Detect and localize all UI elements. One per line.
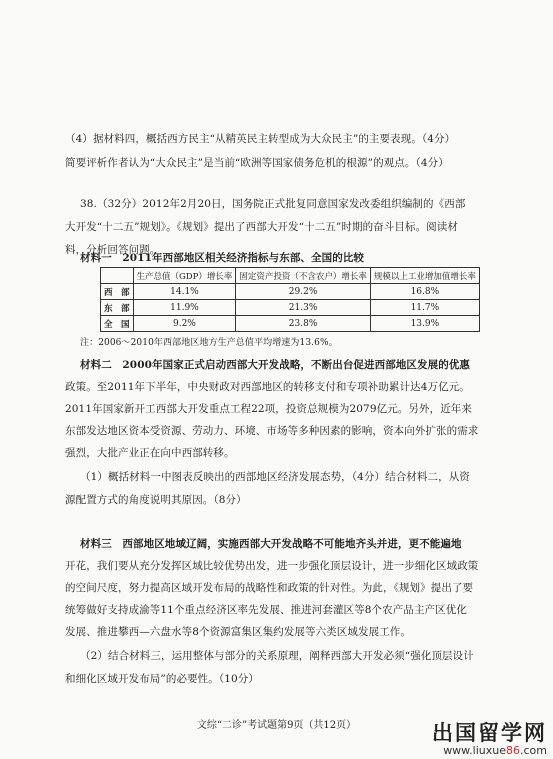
watermark-title: 出国留学网: [432, 721, 547, 745]
table-cell: 14.1%: [133, 284, 236, 300]
table-row: [101, 300, 480, 316]
table-cell: 9.2%: [133, 316, 236, 332]
material1-note: 注：2006～2010年西部地区地方生产总值平均增速为13.6%。: [80, 338, 338, 348]
table-header-row: [101, 268, 480, 284]
material1-caption-text: 材料一 2011年西部地区相关经济指标与东部、全国的比较: [80, 252, 365, 264]
q38-1-line-2: 源配置方式的角度说明其原因。（8分）: [65, 494, 247, 506]
table-cell: 11.7%: [370, 300, 479, 316]
material2-line-1: [80, 358, 470, 372]
table-cell: 11.9%: [133, 300, 236, 316]
site-watermark: [391, 722, 547, 757]
q4-line-2: 简要评析作者认为“大众民主”是当前“欧洲等国家债务危机的根源”的观点。（4分）: [65, 157, 449, 169]
table-row: [101, 316, 480, 332]
q38-2-line-2: 和细化区域开发布局”的必要性。（10分）: [65, 673, 259, 685]
material3-line-3: 的空间尺度，努力提高区域开发布局的战略性和政策的针对性。为此，《规划》提出了要: [65, 582, 474, 594]
table-row-label: 西 部: [101, 284, 134, 300]
table-cell: 29.2%: [236, 284, 371, 300]
table-header-cell: 固定资产投资（不含农户）增长率: [236, 268, 371, 284]
watermark-url-prefix: www.liuxue: [443, 744, 506, 757]
material3-text: 材料三 西部地区地域辽阔，实施西部大开发战略不可能地齐头并进，更不能遍地: [80, 538, 462, 550]
material1-table: [100, 267, 480, 332]
q38-1-line-1: （1）概括材料一中图表反映出的西部地区经济发展态势，（4分）结合材料二，从资: [80, 471, 470, 483]
q38-line-2: 大开发“十二五”规划》。《规划》提出了西部大开发“十二五”时期的奋斗目标。阅读材: [65, 221, 458, 233]
table-row-label: 东 部: [101, 300, 134, 316]
watermark-url-number: 86: [506, 744, 520, 757]
q4-line-1: （4）据材料四，概括西方民主“从精英民主转型成为大众民主”的主要表现。（4分）: [65, 133, 456, 145]
material2-line-4: 东部发达地区资本受资源、劳动力、环境、市场等多种因素的影响，资本向外扩张的需求: [65, 425, 479, 437]
table-header-cell: 生产总值（GDP）增长率: [133, 268, 236, 284]
q38-2-line-1: （2）结合材料三，运用整体与部分的关系原理，阐释西部大开发必须“强化顶层设计: [80, 650, 474, 662]
material3-line-2: 开花，我们要从充分发挥区域比较优势出发，进一步强化顶层设计，进一步细化区域政策: [65, 560, 479, 572]
table-cell: 16.8%: [370, 284, 479, 300]
q38-line-3: 料，分析回答问题。: [65, 244, 161, 256]
table-cell: 23.8%: [236, 316, 371, 332]
page-footer: 文综“二诊”考试题第9页（共12页）: [196, 720, 357, 731]
material3-line-1: [80, 537, 462, 551]
material2-line-3: 2011年国家新开工西部大开发重点工程22项，投资总规模为2079亿元。另外，近年来: [65, 403, 473, 415]
table-row-label: 全 国: [101, 316, 134, 332]
table-header-cell: 规模以上工业增加值增长率: [370, 268, 479, 284]
table-header-cell: [101, 268, 134, 284]
table-cell: 21.3%: [236, 300, 371, 316]
material3-line-5: 发展、推进攀西—六盘水等8个资源富集区集约发展等六类区域发展工作。: [65, 626, 411, 638]
table-row: [101, 284, 480, 300]
material2-line-5: 强烈，大批产业正在向中西部转移。: [65, 447, 235, 459]
material2-line-2: 政策。至2011年下半年，中央财政对西部地区的转移支付和专项补助累计达4万亿元。: [65, 381, 470, 393]
material1-caption: [80, 251, 364, 265]
table-cell: 13.9%: [370, 316, 479, 332]
material2-text: 材料二 2000年国家正式启动西部大开发战略，不断出台促进西部地区发展的优惠: [80, 359, 471, 371]
q38-line-1: 38.（32分）2012年2月20日，国务院正式批复同意国家发改委组织编制的《西部: [80, 198, 466, 210]
material3-line-4: 统筹做好支持成渝等11个重点经济区率先发展、推进河套灌区等8个农产品主产区优化: [65, 604, 467, 616]
watermark-url-suffix: .com: [520, 744, 547, 757]
watermark-url: [391, 744, 547, 757]
